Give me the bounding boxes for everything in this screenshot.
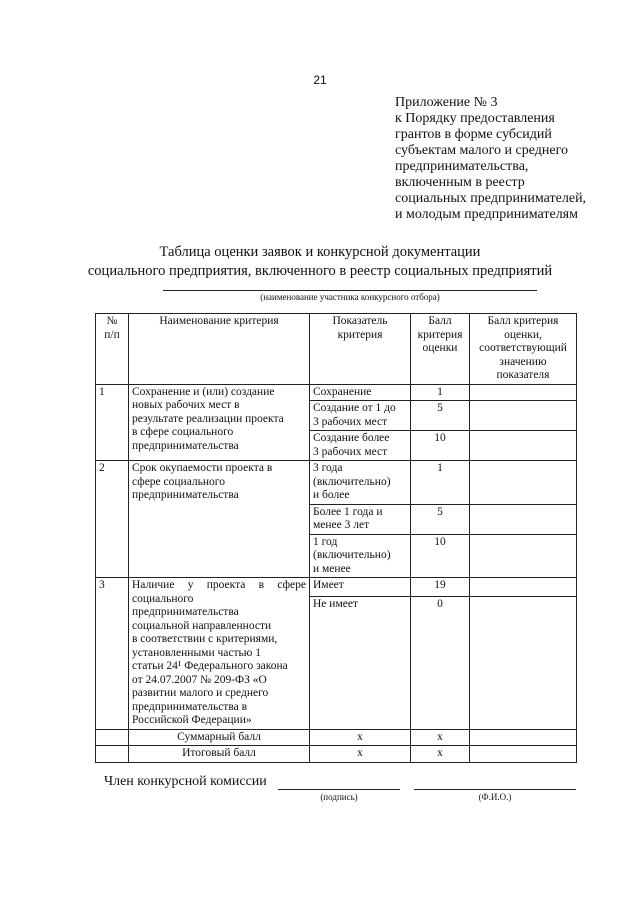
criteria-table	[95, 313, 577, 763]
participant-name-line	[163, 290, 537, 291]
appendix-line: грантов в форме субсидий	[395, 127, 552, 142]
score-cell: 5	[411, 401, 470, 431]
final-value-cell[interactable]	[470, 746, 577, 763]
criterion-name: Сохранение и (или) создание новых рабочих мест в результате реализации проекта в сфере социального предпринимательства	[129, 384, 310, 461]
value-cell[interactable]	[470, 534, 577, 578]
score-cell: 0	[411, 596, 470, 729]
criterion-num: 3	[96, 578, 129, 730]
page-number: 21	[313, 73, 327, 87]
document-title	[0, 243, 640, 281]
final-num-cell	[96, 746, 129, 763]
full-name-caption: (Ф.И.О.)	[478, 792, 512, 802]
indicator-cell: Создание от 1 до 3 рабочих мест	[310, 401, 411, 431]
value-cell[interactable]	[470, 596, 577, 729]
table-header-row	[96, 314, 577, 385]
appendix-header	[395, 95, 605, 223]
table-row	[96, 578, 577, 597]
score-cell: 19	[411, 578, 470, 597]
title-line-1: Таблица оценки заявок и конкурсной документации	[159, 244, 481, 260]
table-row	[96, 384, 577, 401]
commission-member-label: Член конкурсной комиссии	[104, 774, 267, 789]
indicator-cell: Более 1 года и менее 3 лет	[310, 504, 411, 534]
appendix-line: социальных предпринимателей,	[395, 191, 587, 206]
participant-caption: (наименование участника конкурсного отбора)	[260, 292, 440, 302]
final-score: х	[411, 746, 470, 763]
criterion-name: Наличие у проекта в сфере социального предпринимательства социальной направленности в соответствии с критериями, установленными частью 1 статьи 24¹ Федерального закона от 24.07.2007 № 209-ФЗ «О развитии малого и среднего предпринимательства в Российской Федерации»	[129, 578, 310, 730]
score-cell: 10	[411, 431, 470, 461]
score-cell: 1	[411, 461, 470, 505]
appendix-line: предпринимательства,	[395, 159, 529, 174]
value-cell[interactable]	[470, 401, 577, 431]
header-num: № п/п	[96, 314, 129, 385]
value-cell[interactable]	[470, 504, 577, 534]
signature-caption: (подпись)	[320, 792, 358, 802]
header-score: Балл критерия оценки	[411, 314, 470, 385]
appendix-line: Приложение № 3	[395, 95, 498, 110]
indicator-cell: Сохранение	[310, 384, 411, 401]
indicator-cell: Не имеет	[310, 596, 411, 729]
value-cell[interactable]	[470, 431, 577, 461]
header-indicator: Показатель критерия	[310, 314, 411, 385]
total-num-cell	[96, 729, 129, 746]
score-cell: 1	[411, 384, 470, 401]
final-label: Итоговый балл	[129, 746, 310, 763]
criterion-num: 2	[96, 461, 129, 578]
full-name-line[interactable]	[414, 789, 576, 790]
score-cell: 10	[411, 534, 470, 578]
appendix-line: включенным в реестр	[395, 175, 525, 190]
total-label: Суммарный балл	[129, 729, 310, 746]
total-row	[96, 729, 577, 746]
score-cell: 5	[411, 504, 470, 534]
appendix-line: и молодым предпринимателям	[395, 207, 578, 222]
total-score: х	[411, 729, 470, 746]
indicator-cell: 1 год (включительно) и менее	[310, 534, 411, 578]
value-cell[interactable]	[470, 461, 577, 505]
appendix-line: к Порядку предоставления	[395, 111, 555, 126]
total-indicator: х	[310, 729, 411, 746]
indicator-cell: Имеет	[310, 578, 411, 597]
indicator-cell: Создание более 3 рабочих мест	[310, 431, 411, 461]
value-cell[interactable]	[470, 384, 577, 401]
final-indicator: х	[310, 746, 411, 763]
final-row	[96, 746, 577, 763]
signature-line[interactable]	[278, 789, 400, 790]
indicator-cell: 3 года (включительно) и более	[310, 461, 411, 505]
criterion-name: Срок окупаемости проекта в сфере социального предпринимательства	[129, 461, 310, 578]
appendix-line: субъектам малого и среднего	[395, 143, 568, 158]
header-criterion: Наименование критерия	[129, 314, 310, 385]
value-cell[interactable]	[470, 578, 577, 597]
criterion-num: 1	[96, 384, 129, 461]
header-value-score: Балл критерия оценки, соответствующий значению показателя	[470, 314, 577, 385]
table-row	[96, 461, 577, 505]
total-value-cell[interactable]	[470, 729, 577, 746]
title-line-2: социального предприятия, включенного в реестр социальных предприятий	[87, 263, 553, 279]
